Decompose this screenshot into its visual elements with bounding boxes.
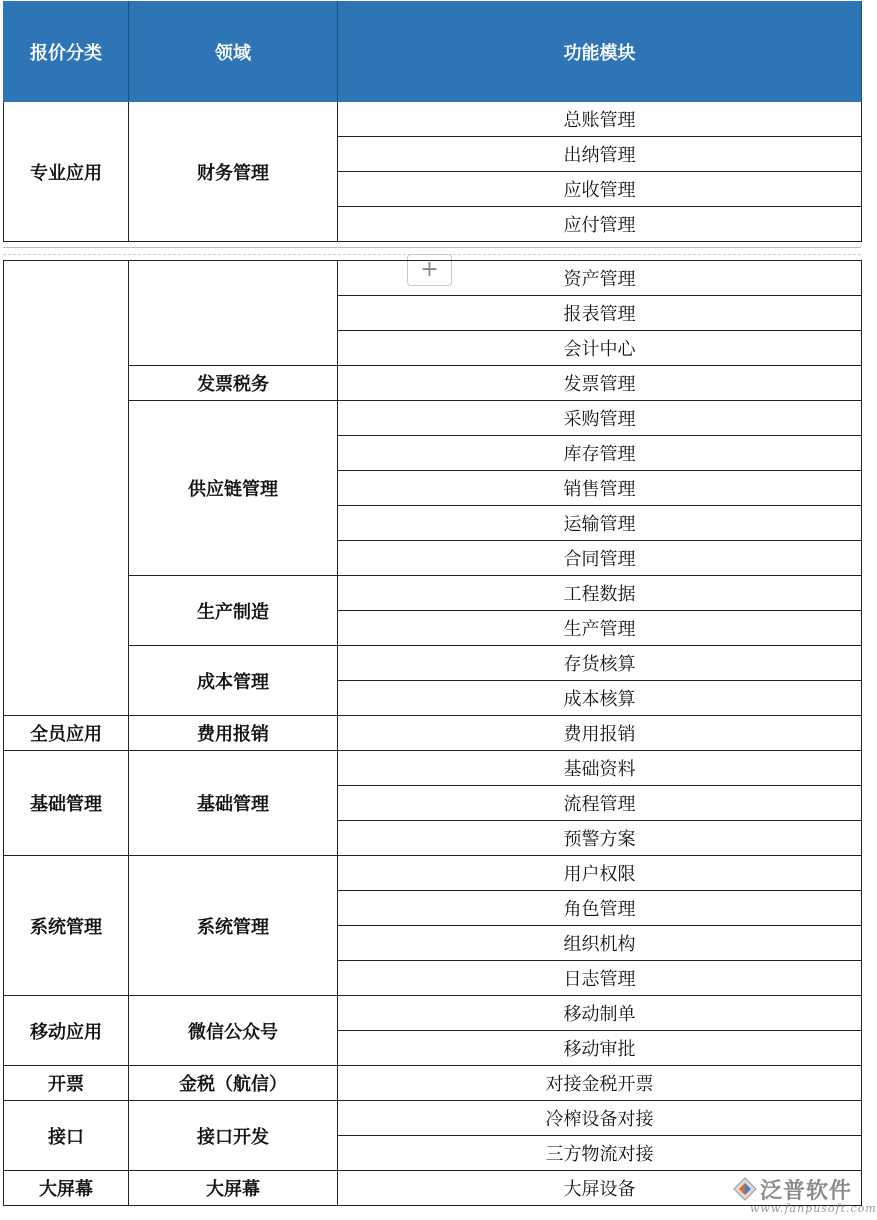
module-cell: 预警方案	[338, 821, 862, 856]
table-row	[4, 1066, 862, 1101]
module-cell: 应付管理	[338, 207, 862, 242]
group-cell: 系统管理	[4, 856, 129, 996]
table-row	[4, 102, 862, 137]
domain-cell: 系统管理	[129, 856, 338, 996]
group-cell-continued	[4, 261, 129, 716]
watermark-name: 泛普软件	[760, 1179, 853, 1204]
table-row	[4, 576, 862, 611]
module-cell: 应收管理	[338, 172, 862, 207]
header-row	[4, 2, 862, 102]
table-row	[4, 261, 862, 296]
module-cell: 工程数据	[338, 576, 862, 611]
module-cell: 流程管理	[338, 786, 862, 821]
add-row-button[interactable]: +	[407, 254, 452, 286]
module-cell: 存货核算	[338, 646, 862, 681]
group-cell: 大屏幕	[4, 1171, 129, 1206]
module-cell: 用户权限	[338, 856, 862, 891]
group-cell: 全员应用	[4, 716, 129, 751]
group-cell: 移动应用	[4, 996, 129, 1066]
table-row	[4, 646, 862, 681]
module-cell: 大屏设备	[338, 1171, 862, 1206]
table-row	[4, 716, 862, 751]
module-cell: 成本核算	[338, 681, 862, 716]
domain-cell: 微信公众号	[129, 996, 338, 1066]
watermark-url: www.fanpusoft.com	[750, 1202, 877, 1215]
group-cell: 基础管理	[4, 751, 129, 856]
module-cell: 对接金税开票	[338, 1066, 862, 1101]
module-cell: 出纳管理	[338, 137, 862, 172]
module-cell: 生产管理	[338, 611, 862, 646]
domain-cell: 费用报销	[129, 716, 338, 751]
module-cell: 库存管理	[338, 436, 862, 471]
module-cell: 冷榨设备对接	[338, 1101, 862, 1136]
table-row	[4, 996, 862, 1031]
module-cell: 总账管理	[338, 102, 862, 137]
header-module: 功能模块	[338, 2, 862, 102]
domain-cell: 生产制造	[129, 576, 338, 646]
module-cell: 移动制单	[338, 996, 862, 1031]
quote-table-part1	[3, 1, 862, 242]
module-cell: 报表管理	[338, 296, 862, 331]
module-cell: 销售管理	[338, 471, 862, 506]
domain-cell: 金税（航信）	[129, 1066, 338, 1101]
domain-cell-continued	[129, 261, 338, 366]
module-cell: 采购管理	[338, 401, 862, 436]
module-cell: 组织机构	[338, 926, 862, 961]
group-cell: 接口	[4, 1101, 129, 1171]
table-row	[4, 1101, 862, 1136]
domain-cell: 大屏幕	[129, 1171, 338, 1206]
domain-cell: 财务管理	[129, 102, 338, 242]
quote-table-part2	[3, 260, 862, 1206]
domain-cell: 基础管理	[129, 751, 338, 856]
module-cell: 移动审批	[338, 1031, 862, 1066]
table-row	[4, 751, 862, 786]
group-cell: 专业应用	[4, 102, 129, 242]
module-cell: 角色管理	[338, 891, 862, 926]
group-cell: 开票	[4, 1066, 129, 1101]
table-row	[4, 401, 862, 436]
module-cell: 合同管理	[338, 541, 862, 576]
module-cell: 日志管理	[338, 961, 862, 996]
domain-cell: 接口开发	[129, 1101, 338, 1171]
module-cell: 资产管理	[338, 261, 862, 296]
module-cell: 费用报销	[338, 716, 862, 751]
watermark-logo	[732, 1174, 877, 1218]
table-row	[4, 366, 862, 401]
header-category: 报价分类	[4, 2, 129, 102]
table-row	[4, 856, 862, 891]
domain-cell: 成本管理	[129, 646, 338, 716]
module-cell: 基础资料	[338, 751, 862, 786]
domain-cell: 发票税务	[129, 366, 338, 401]
header-domain: 领域	[129, 2, 338, 102]
page-break-line	[3, 247, 861, 248]
module-cell: 运输管理	[338, 506, 862, 541]
module-cell: 三方物流对接	[338, 1136, 862, 1171]
fanpu-logo-icon	[732, 1176, 758, 1202]
module-cell: 会计中心	[338, 331, 862, 366]
domain-cell: 供应链管理	[129, 401, 338, 576]
module-cell: 发票管理	[338, 366, 862, 401]
